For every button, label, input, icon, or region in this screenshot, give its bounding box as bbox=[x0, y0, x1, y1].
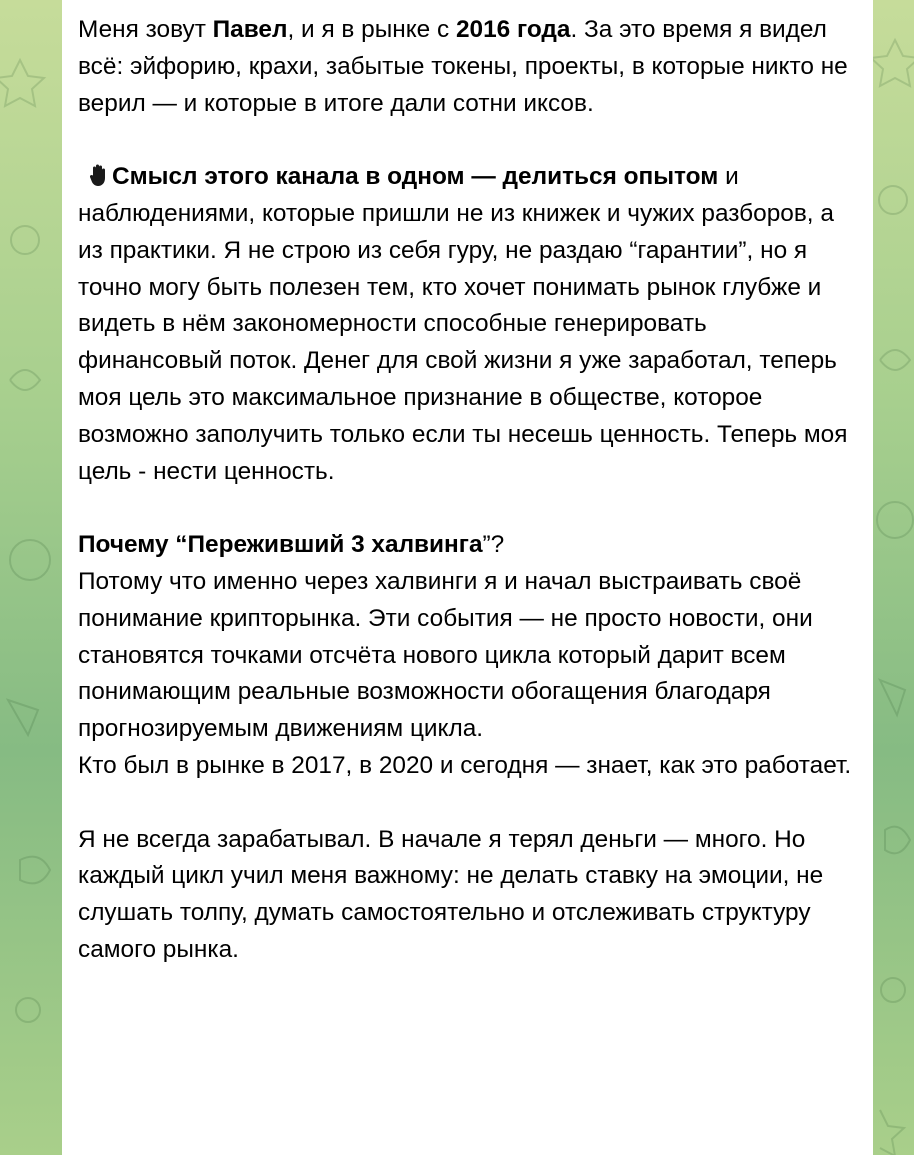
message-paragraph-halving-years: Кто был в рынке в 2017, в 2020 и сегодня — знает, как это работает. bbox=[78, 751, 852, 779]
text-span: Меня зовут bbox=[78, 16, 213, 43]
bold-heading: Почему “Переживший 3 халвинга bbox=[78, 531, 483, 559]
message-paragraph-halving-title bbox=[78, 527, 855, 564]
raised-hand-icon bbox=[88, 163, 110, 187]
message-paragraph-halving-body: Потому что именно через халвинги я и начал выстраивать своё понимание крипторынка. Эти события — не просто новости, они становятся точками отсчёта нового цикла который дарит всем понимающим реальные возможности обогащения благодаря прогнозируемым движениям цикла. bbox=[78, 567, 813, 743]
message-paragraph-purpose bbox=[78, 159, 855, 490]
text-span: . За это время я видел всё: эйфорию, крахи, забытые токены, проекты, в которые никто не верил — и которые в итоге дали сотни иксов. bbox=[78, 16, 848, 117]
message-paragraph-intro bbox=[78, 12, 855, 122]
message-paragraph-lessons: Я не всегда зарабатывал. В начале я терял деньги — много. Но каждый цикл учил меня важному: не делать ставку на эмоции, не слушать толпу, думать самостоятельно и отслеживать структуру самого рынка. bbox=[78, 825, 824, 963]
text-span: ”? bbox=[482, 531, 505, 559]
paragraph-gap bbox=[78, 490, 855, 527]
message-bubble bbox=[62, 0, 873, 1155]
text-span: и наблюдениями, которые пришли не из книжек и чужих разборов, а из практики. Я не строю из себя гуру, не раздаю “гарантии”, но я точно могу быть полезен тем, кто хочет понимать рынок глубже и видеть в нём закономерности способные генерировать финансовый поток. Денег для свой жизни я уже заработал, теперь моя цель это максимальное признание в обществе, которое возможно заполучить только если ты несешь ценность. Теперь моя цель - нести ценность. bbox=[78, 163, 848, 485]
paragraph-gap bbox=[78, 785, 855, 822]
bold-year: 2016 года bbox=[455, 16, 571, 43]
bold-purpose: Смысл этого канала в одном — делиться опытом bbox=[112, 163, 719, 191]
bold-name: Павел bbox=[212, 16, 288, 43]
paragraph-gap bbox=[78, 122, 855, 159]
text-span: , и я в рынке с bbox=[287, 16, 456, 43]
